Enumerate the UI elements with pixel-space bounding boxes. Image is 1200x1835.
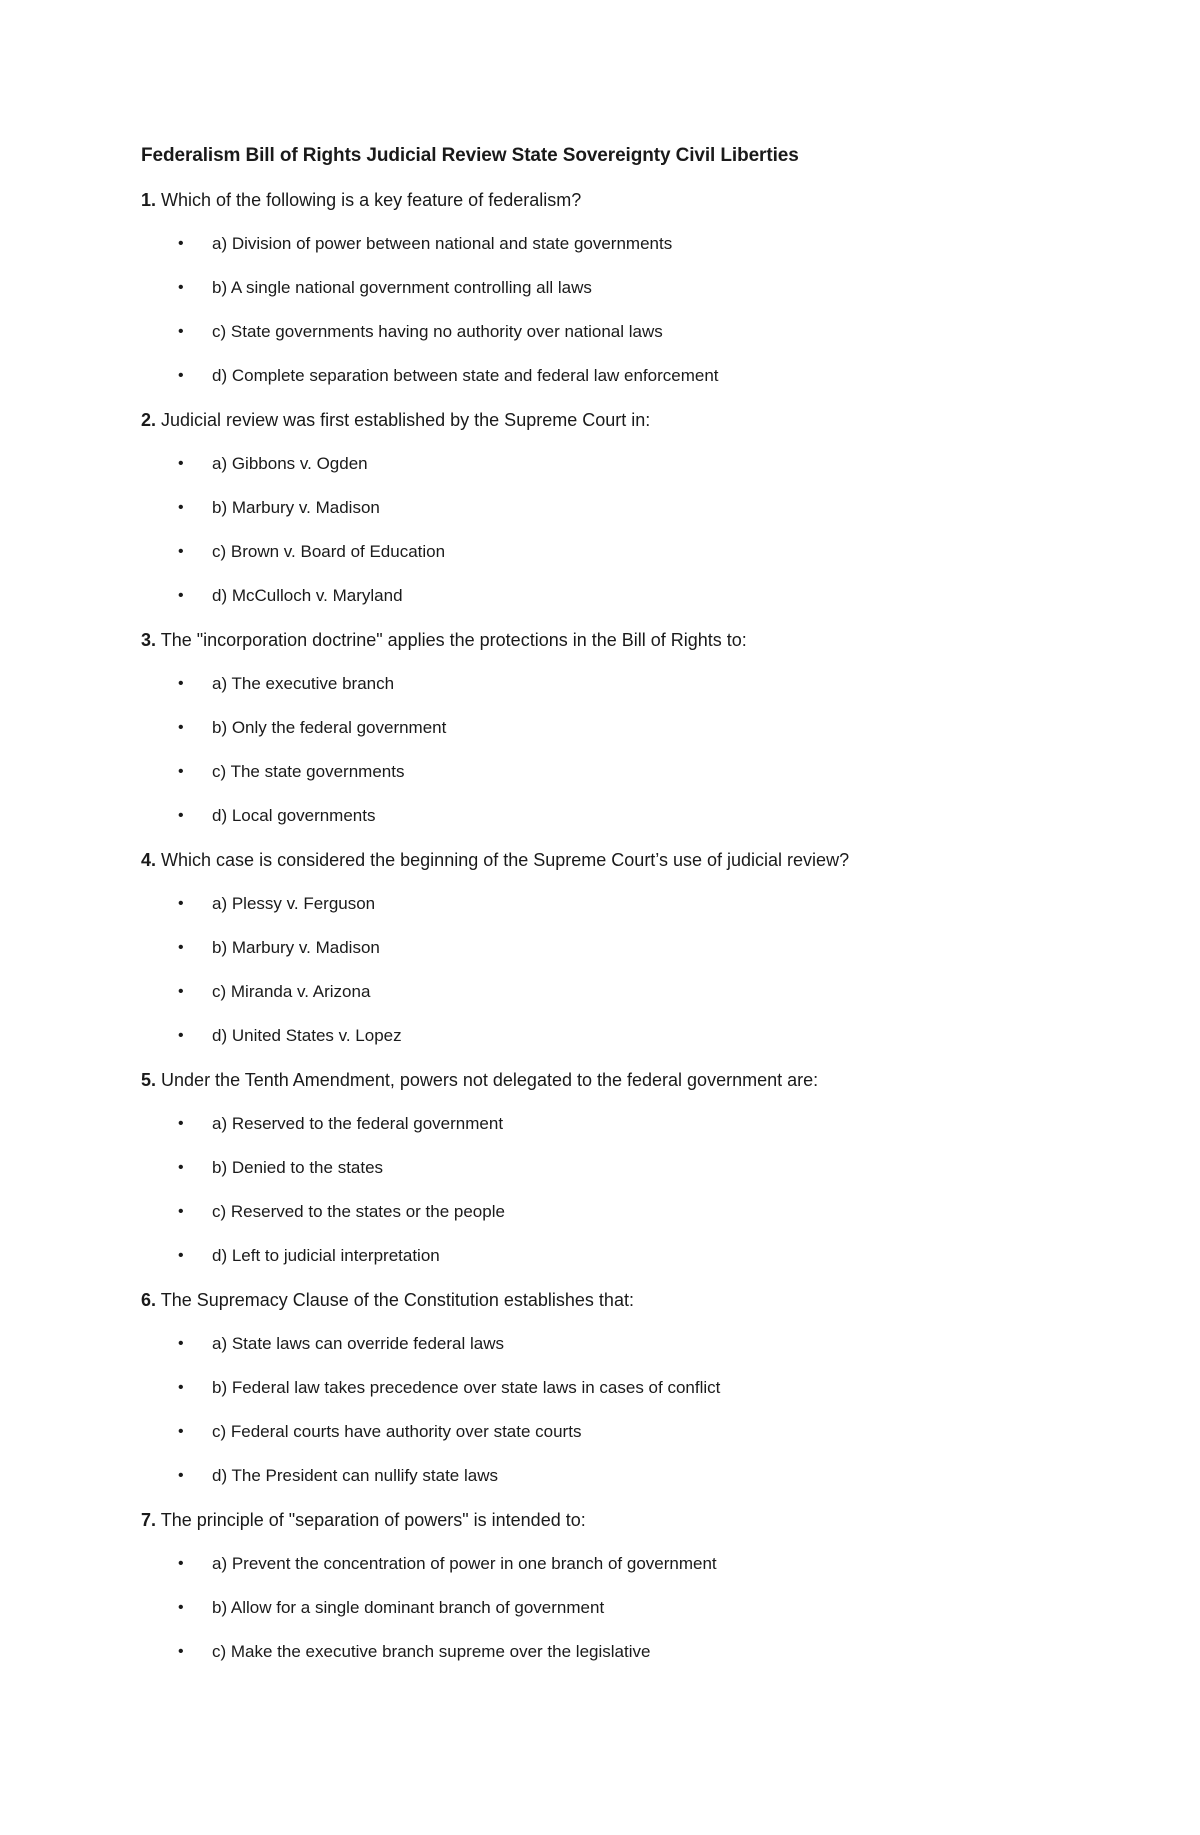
answer-option	[141, 1638, 1101, 1666]
option-list	[141, 1110, 1101, 1270]
answer-option	[141, 934, 1101, 962]
question-4	[141, 846, 1101, 874]
option-text: b) Allow for a single dominant branch of government	[212, 1598, 605, 1617]
bullet-icon: •	[178, 499, 184, 516]
option-list	[141, 1330, 1101, 1490]
bullet-icon: •	[178, 895, 184, 912]
option-list	[141, 890, 1101, 1050]
answer-option	[141, 1110, 1101, 1138]
answer-option	[141, 1154, 1101, 1182]
question-number: 4.	[141, 850, 157, 870]
option-text: d) United States v. Lopez	[212, 1026, 402, 1045]
answer-option	[141, 362, 1101, 390]
bullet-icon: •	[178, 367, 184, 384]
question-list	[141, 186, 1101, 1666]
option-text: a) The executive branch	[212, 674, 395, 693]
option-text: a) Plessy v. Ferguson	[212, 894, 376, 913]
option-text: d) Local governments	[212, 806, 376, 825]
bullet-icon: •	[178, 235, 184, 252]
option-text: c) Miranda v. Arizona	[212, 982, 371, 1001]
option-text: b) Only the federal government	[212, 718, 447, 737]
option-list	[141, 1550, 1101, 1666]
bullet-icon: •	[178, 1643, 184, 1660]
answer-option	[141, 1198, 1101, 1226]
question-number: 2.	[141, 410, 157, 430]
question-3	[141, 626, 1101, 654]
option-text: b) Marbury v. Madison	[212, 938, 380, 957]
option-text: c) State governments having no authority over national laws	[212, 322, 663, 341]
answer-option	[141, 1550, 1101, 1578]
question-2	[141, 406, 1101, 434]
option-text: c) Reserved to the states or the people	[212, 1202, 505, 1221]
bullet-icon: •	[178, 1599, 184, 1616]
bullet-icon: •	[178, 763, 184, 780]
option-list	[141, 450, 1101, 610]
answer-option	[141, 274, 1101, 302]
option-text: c) Federal courts have authority over state courts	[212, 1422, 582, 1441]
option-text: c) The state governments	[212, 762, 405, 781]
answer-option	[141, 230, 1101, 258]
question-text: The "incorporation doctrine" applies the protections in the Bill of Rights to:	[160, 630, 747, 650]
option-text: a) Division of power between national and state governments	[212, 234, 673, 253]
bullet-icon: •	[178, 1247, 184, 1264]
option-text: b) Denied to the states	[212, 1158, 384, 1177]
document-title: Federalism Bill of Rights Judicial Review State Sovereignty Civil Liberties	[141, 145, 799, 166]
question-text: The principle of "separation of powers" is intended to:	[160, 1510, 586, 1530]
option-text: a) Reserved to the federal government	[212, 1114, 504, 1133]
option-list	[141, 230, 1101, 390]
question-number: 1.	[141, 190, 157, 210]
answer-option	[141, 802, 1101, 830]
answer-option	[141, 978, 1101, 1006]
answer-option	[141, 1418, 1101, 1446]
bullet-icon: •	[178, 1115, 184, 1132]
question-number: 3.	[141, 630, 157, 650]
bullet-icon: •	[178, 1335, 184, 1352]
option-text: b) A single national government controlling all laws	[212, 278, 592, 297]
answer-option	[141, 318, 1101, 346]
question-text: Under the Tenth Amendment, powers not delegated to the federal government are:	[161, 1070, 819, 1090]
bullet-icon: •	[178, 455, 184, 472]
answer-option	[141, 890, 1101, 918]
question-number: 5.	[141, 1070, 157, 1090]
question-text: Which of the following is a key feature of federalism?	[161, 190, 582, 210]
answer-option	[141, 1594, 1101, 1622]
bullet-icon: •	[178, 807, 184, 824]
bullet-icon: •	[178, 719, 184, 736]
bullet-icon: •	[178, 1159, 184, 1176]
bullet-icon: •	[178, 1467, 184, 1484]
option-text: c) Brown v. Board of Education	[212, 542, 446, 561]
document-page	[141, 142, 1101, 1666]
question-1	[141, 186, 1101, 214]
answer-option	[141, 670, 1101, 698]
question-7	[141, 1506, 1101, 1534]
answer-option	[141, 714, 1101, 742]
answer-option	[141, 1462, 1101, 1490]
question-number: 6.	[141, 1290, 157, 1310]
answer-option	[141, 450, 1101, 478]
bullet-icon: •	[178, 1423, 184, 1440]
question-text: Judicial review was first established by the Supreme Court in:	[161, 410, 651, 430]
option-text: b) Federal law takes precedence over state laws in cases of conflict	[212, 1378, 721, 1397]
option-list	[141, 670, 1101, 830]
bullet-icon: •	[178, 323, 184, 340]
option-text: c) Make the executive branch supreme over the legislative	[212, 1642, 651, 1661]
question-6	[141, 1286, 1101, 1314]
bullet-icon: •	[178, 983, 184, 1000]
bullet-icon: •	[178, 1379, 184, 1396]
option-text: d) Left to judicial interpretation	[212, 1246, 440, 1265]
bullet-icon: •	[178, 939, 184, 956]
answer-option	[141, 1330, 1101, 1358]
answer-option	[141, 538, 1101, 566]
option-text: b) Marbury v. Madison	[212, 498, 380, 517]
question-text: Which case is considered the beginning of the Supreme Court’s use of judicial review?	[161, 850, 850, 870]
bullet-icon: •	[178, 675, 184, 692]
option-text: a) Prevent the concentration of power in one branch of government	[212, 1554, 717, 1573]
bullet-icon: •	[178, 1027, 184, 1044]
option-text: d) The President can nullify state laws	[212, 1466, 498, 1485]
option-text: d) McCulloch v. Maryland	[212, 586, 403, 605]
bullet-icon: •	[178, 587, 184, 604]
answer-option	[141, 494, 1101, 522]
answer-option	[141, 1242, 1101, 1270]
answer-option	[141, 582, 1101, 610]
option-text: d) Complete separation between state and federal law enforcement	[212, 366, 719, 385]
bullet-icon: •	[178, 279, 184, 296]
option-text: a) Gibbons v. Ogden	[212, 454, 368, 473]
bullet-icon: •	[178, 1555, 184, 1572]
answer-option	[141, 1022, 1101, 1050]
answer-option	[141, 1374, 1101, 1402]
option-text: a) State laws can override federal laws	[212, 1334, 504, 1353]
answer-option	[141, 758, 1101, 786]
bullet-icon: •	[178, 543, 184, 560]
question-text: The Supremacy Clause of the Constitution establishes that:	[160, 1290, 634, 1310]
question-number: 7.	[141, 1510, 157, 1530]
question-5	[141, 1066, 1101, 1094]
bullet-icon: •	[178, 1203, 184, 1220]
